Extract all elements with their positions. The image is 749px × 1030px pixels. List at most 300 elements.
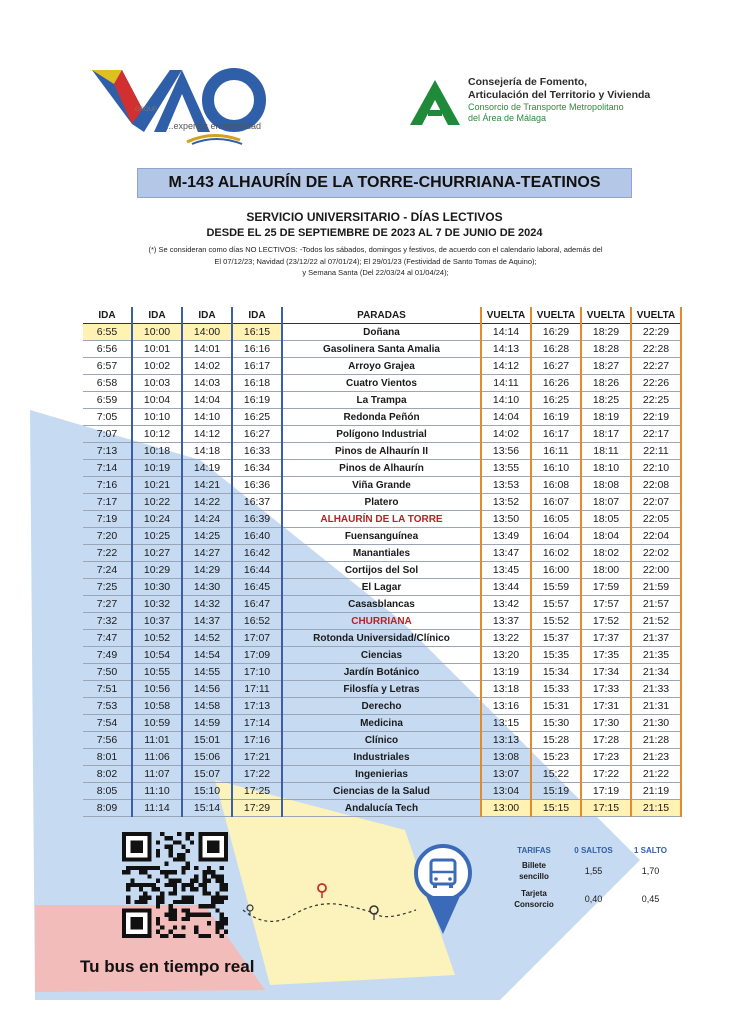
ida-time: 10:59 (132, 715, 182, 732)
stop-name: La Trampa (282, 392, 481, 409)
vuelta-time: 15:30 (531, 715, 581, 732)
ida-time: 6:59 (83, 392, 132, 409)
ida-time: 17:13 (232, 698, 282, 715)
vuelta-time: 22:27 (631, 358, 681, 375)
vuelta-time: 18:11 (581, 443, 631, 460)
stop-name: Fuensanguínea (282, 528, 481, 545)
ida-time: 10:58 (132, 698, 182, 715)
fare-value: 0,40 (584, 894, 603, 904)
stop-name: Casasblancas (282, 596, 481, 613)
stop-name: Arroyo Grajea (282, 358, 481, 375)
vuelta-time: 14:04 (481, 409, 531, 426)
vuelta-time: 18:17 (581, 426, 631, 443)
ida-time: 10:22 (132, 494, 182, 511)
schedule-row (83, 800, 681, 817)
vuelta-time: 21:33 (631, 681, 681, 698)
note-line: (*) Se consideran como días NO LECTIVOS: -Todos los sábados, domingos y festivos, de acuerdo con el calendario laboral, además del (148, 245, 603, 254)
vuelta-time: 16:17 (531, 426, 581, 443)
ida-time: 7:32 (83, 613, 132, 630)
vuelta-time: 14:10 (481, 392, 531, 409)
vuelta-time: 16:02 (531, 545, 581, 562)
route-title: M-143 ALHAURÍN DE LA TORRE-CHURRIANA-TEATINOS (137, 168, 632, 198)
ida-time: 15:14 (182, 800, 232, 817)
vuelta-time: 14:12 (481, 358, 531, 375)
vuelta-time: 21:19 (631, 783, 681, 800)
ida-time: 16:52 (232, 613, 282, 630)
ida-time: 14:25 (182, 528, 232, 545)
schedule-row (83, 494, 681, 511)
vuelta-time: 16:05 (531, 511, 581, 528)
ida-time: 15:01 (182, 732, 232, 749)
header-vuelta: VUELTA (581, 307, 631, 324)
vuelta-time: 13:49 (481, 528, 531, 545)
vuelta-time: 13:47 (481, 545, 531, 562)
qr-code-icon (122, 832, 228, 938)
schedule-row (83, 630, 681, 647)
ida-time: 16:44 (232, 562, 282, 579)
vuelta-time: 22:02 (631, 545, 681, 562)
ida-time: 16:15 (232, 324, 282, 341)
ida-time: 7:47 (83, 630, 132, 647)
schedule-row (83, 613, 681, 630)
ida-time: 14:02 (182, 358, 232, 375)
fares-table (503, 843, 679, 913)
schedule-row (83, 409, 681, 426)
ida-time: 7:50 (83, 664, 132, 681)
ida-time: 7:51 (83, 681, 132, 698)
vuelta-time: 15:15 (531, 800, 581, 817)
ida-time: 10:19 (132, 460, 182, 477)
ida-time: 10:03 (132, 375, 182, 392)
ida-time: 11:14 (132, 800, 182, 817)
schedule-row (83, 511, 681, 528)
junta-line-2: Articulación del Territorio y Vivienda (468, 89, 651, 101)
ida-time: 8:01 (83, 749, 132, 766)
vuelta-time: 13:08 (481, 749, 531, 766)
vuelta-time: 21:59 (631, 579, 681, 596)
ida-time: 16:34 (232, 460, 282, 477)
stop-name: Cuatro Vientos (282, 375, 481, 392)
ida-time: 16:40 (232, 528, 282, 545)
ida-time: 7:22 (83, 545, 132, 562)
ida-time: 16:25 (232, 409, 282, 426)
header-ida: IDA (232, 307, 282, 324)
note-line: y Semana Santa (Del 22/03/24 al 01/04/24); (302, 268, 449, 277)
stop-name: Polígono Industrial (282, 426, 481, 443)
vuelta-time: 18:04 (581, 528, 631, 545)
ida-time: 14:18 (182, 443, 232, 460)
vuelta-time: 16:27 (531, 358, 581, 375)
vuelta-time: 13:56 (481, 443, 531, 460)
ida-time: 7:14 (83, 460, 132, 477)
vuelta-time: 21:52 (631, 613, 681, 630)
fare-label-line: sencillo (519, 872, 549, 881)
header-ida: IDA (132, 307, 182, 324)
ida-time: 10:30 (132, 579, 182, 596)
ida-time: 7:27 (83, 596, 132, 613)
ida-time: 15:06 (182, 749, 232, 766)
ida-time: 17:22 (232, 766, 282, 783)
fares-header-row (503, 843, 679, 857)
header-vuelta: VUELTA (631, 307, 681, 324)
fare-row (503, 885, 679, 913)
vuelta-time: 18:28 (581, 341, 631, 358)
vuelta-time: 13:04 (481, 783, 531, 800)
stop-name: Ciencias de la Salud (282, 783, 481, 800)
vuelta-time: 22:10 (631, 460, 681, 477)
real-time-tagline: Tu bus en tiempo real (80, 957, 255, 976)
ida-time: 16:33 (232, 443, 282, 460)
schedule-row (83, 477, 681, 494)
ida-time: 10:37 (132, 613, 182, 630)
vuelta-time: 22:28 (631, 341, 681, 358)
schedule-row (83, 579, 681, 596)
schedule-row (83, 596, 681, 613)
junta-andalucia-icon (410, 80, 460, 125)
ida-time: 17:14 (232, 715, 282, 732)
header-ida: IDA (83, 307, 132, 324)
ida-time: 14:01 (182, 341, 232, 358)
stop-name: Medicina (282, 715, 481, 732)
stop-name: Manantiales (282, 545, 481, 562)
ida-time: 6:56 (83, 341, 132, 358)
vuelta-time: 14:13 (481, 341, 531, 358)
ida-time: 10:12 (132, 426, 182, 443)
vuelta-time: 21:31 (631, 698, 681, 715)
vuelta-time: 17:57 (581, 596, 631, 613)
ida-time: 11:01 (132, 732, 182, 749)
ida-time: 14:12 (182, 426, 232, 443)
ida-time: 16:45 (232, 579, 282, 596)
route-path-icon (238, 880, 420, 930)
vuelta-time: 22:17 (631, 426, 681, 443)
vuelta-time: 13:53 (481, 477, 531, 494)
ida-time: 10:10 (132, 409, 182, 426)
ida-time: 10:02 (132, 358, 182, 375)
vuelta-time: 22:11 (631, 443, 681, 460)
vuelta-time: 17:23 (581, 749, 631, 766)
fare-label (503, 857, 565, 885)
ida-time: 14:52 (182, 630, 232, 647)
schedule-row (83, 460, 681, 477)
ida-time: 7:49 (83, 647, 132, 664)
ida-time: 8:09 (83, 800, 132, 817)
vuelta-time: 16:26 (531, 375, 581, 392)
fares-header: TARIFAS (517, 845, 551, 855)
vuelta-time: 13:18 (481, 681, 531, 698)
ida-time: 16:47 (232, 596, 282, 613)
ida-time: 14:03 (182, 375, 232, 392)
vuelta-time: 13:20 (481, 647, 531, 664)
vuelta-time: 13:42 (481, 596, 531, 613)
vuelta-time: 18:29 (581, 324, 631, 341)
header-vuelta: VUELTA (531, 307, 581, 324)
ida-time: 6:58 (83, 375, 132, 392)
vuelta-time: 15:59 (531, 579, 581, 596)
vuelta-time: 15:28 (531, 732, 581, 749)
route-pin-icon (247, 905, 253, 916)
vuelta-time: 21:57 (631, 596, 681, 613)
schedule-row (83, 443, 681, 460)
schedule-row (83, 392, 681, 409)
non-school-days-note (108, 244, 643, 279)
fare-row (503, 857, 679, 885)
vuelta-time: 13:52 (481, 494, 531, 511)
vuelta-time: 22:25 (631, 392, 681, 409)
stop-name: Pinos de Alhaurín II (282, 443, 481, 460)
ida-time: 16:18 (232, 375, 282, 392)
stop-name: CHURRIANA (282, 613, 481, 630)
ida-time: 17:25 (232, 783, 282, 800)
vuelta-time: 21:22 (631, 766, 681, 783)
vuelta-time: 17:33 (581, 681, 631, 698)
fares-header: 1 SALTO (633, 845, 668, 855)
schedule-table (83, 307, 682, 817)
ida-time: 10:25 (132, 528, 182, 545)
vuelta-time: 18:07 (581, 494, 631, 511)
ida-time: 14:55 (182, 664, 232, 681)
ida-time: 17:29 (232, 800, 282, 817)
vuelta-time: 16:10 (531, 460, 581, 477)
vuelta-time: 13:45 (481, 562, 531, 579)
vuelta-time: 18:00 (581, 562, 631, 579)
junta-line-1: Consejería de Fomento, (468, 76, 588, 88)
ida-time: 6:57 (83, 358, 132, 375)
stop-name: Derecho (282, 698, 481, 715)
vuelta-time: 15:33 (531, 681, 581, 698)
avo-logo-icon (92, 62, 267, 147)
ida-time: 16:37 (232, 494, 282, 511)
ida-time: 10:29 (132, 562, 182, 579)
stop-name: El Lagar (282, 579, 481, 596)
vuelta-time: 21:30 (631, 715, 681, 732)
ida-time: 15:10 (182, 783, 232, 800)
stop-name: Pinos de Alhaurín (282, 460, 481, 477)
stop-name: Andalucía Tech (282, 800, 481, 817)
ida-time: 7:54 (83, 715, 132, 732)
stop-name: ALHAURÍN DE LA TORRE (282, 511, 481, 528)
ida-time: 14:30 (182, 579, 232, 596)
ida-time: 10:32 (132, 596, 182, 613)
ida-time: 16:19 (232, 392, 282, 409)
stop-name: Filosfía y Letras (282, 681, 481, 698)
vuelta-time: 21:28 (631, 732, 681, 749)
fares-header: 0 SALTOS (574, 845, 613, 855)
vuelta-time: 17:31 (581, 698, 631, 715)
vuelta-time: 18:27 (581, 358, 631, 375)
vuelta-time: 13:50 (481, 511, 531, 528)
vuelta-time: 15:35 (531, 647, 581, 664)
ida-time: 7:13 (83, 443, 132, 460)
ida-time: 14:59 (182, 715, 232, 732)
vuelta-time: 17:28 (581, 732, 631, 749)
ida-time: 11:07 (132, 766, 182, 783)
vuelta-time: 15:19 (531, 783, 581, 800)
ida-time: 10:00 (132, 324, 182, 341)
ida-time: 10:52 (132, 630, 182, 647)
ida-time: 10:18 (132, 443, 182, 460)
header-paradas: PARADAS (282, 307, 481, 324)
ida-time: 7:53 (83, 698, 132, 715)
schedule-row (83, 715, 681, 732)
stop-name: Viña Grande (282, 477, 481, 494)
schedule-row (83, 749, 681, 766)
vuelta-time: 17:37 (581, 630, 631, 647)
vuelta-time: 15:52 (531, 613, 581, 630)
vuelta-time: 18:26 (581, 375, 631, 392)
vuelta-time: 18:02 (581, 545, 631, 562)
vuelta-time: 13:44 (481, 579, 531, 596)
ida-time: 17:11 (232, 681, 282, 698)
fare-value: 0,45 (641, 894, 660, 904)
vuelta-time: 22:05 (631, 511, 681, 528)
ida-time: 6:55 (83, 324, 132, 341)
schedule-row (83, 341, 681, 358)
vuelta-time: 13:55 (481, 460, 531, 477)
vuelta-time: 17:15 (581, 800, 631, 817)
schedule-row (83, 732, 681, 749)
stop-name: Clínico (282, 732, 481, 749)
vuelta-time: 21:34 (631, 664, 681, 681)
ida-time: 14:19 (182, 460, 232, 477)
vuelta-time: 15:23 (531, 749, 581, 766)
ida-time: 14:10 (182, 409, 232, 426)
ida-time: 7:17 (83, 494, 132, 511)
ida-time: 10:24 (132, 511, 182, 528)
ida-time: 7:56 (83, 732, 132, 749)
ida-time: 14:58 (182, 698, 232, 715)
vuelta-time: 14:02 (481, 426, 531, 443)
ida-time: 17:16 (232, 732, 282, 749)
ida-time: 10:27 (132, 545, 182, 562)
ida-time: 14:32 (182, 596, 232, 613)
schedule-body (83, 324, 681, 817)
vuelta-time: 18:19 (581, 409, 631, 426)
vuelta-time: 22:08 (631, 477, 681, 494)
fare-value: 1,55 (584, 866, 603, 876)
header-ida: IDA (182, 307, 232, 324)
vuelta-time: 21:23 (631, 749, 681, 766)
vuelta-time: 17:35 (581, 647, 631, 664)
ida-time: 10:21 (132, 477, 182, 494)
vuelta-time: 13:19 (481, 664, 531, 681)
vuelta-time: 16:19 (531, 409, 581, 426)
ida-time: 7:07 (83, 426, 132, 443)
stop-name: Ciencias (282, 647, 481, 664)
ida-time: 17:09 (232, 647, 282, 664)
ida-time: 14:27 (182, 545, 232, 562)
ida-time: 17:21 (232, 749, 282, 766)
validity-dates: DESDE EL 25 DE SEPTIEMBRE DE 2023 AL 7 DE JUNIO DE 2024 (206, 227, 543, 239)
fare-value: 1,70 (641, 866, 660, 876)
avo-group-label: GROUP (135, 107, 158, 113)
ida-time: 7:25 (83, 579, 132, 596)
stop-name: Platero (282, 494, 481, 511)
vuelta-time: 13:00 (481, 800, 531, 817)
ida-time: 16:27 (232, 426, 282, 443)
fare-label (503, 885, 565, 913)
ida-time: 7:05 (83, 409, 132, 426)
junta-line-4: del Área de Málaga (468, 113, 547, 123)
ida-time: 10:54 (132, 647, 182, 664)
stop-name: Ingenierias (282, 766, 481, 783)
vuelta-time: 22:26 (631, 375, 681, 392)
ida-time: 8:05 (83, 783, 132, 800)
vuelta-time: 16:25 (531, 392, 581, 409)
vuelta-time: 17:34 (581, 664, 631, 681)
vuelta-time: 14:14 (481, 324, 531, 341)
avo-tagline: ...expertos en movilidad (166, 121, 262, 131)
vuelta-time: 16:07 (531, 494, 581, 511)
vuelta-time: 17:30 (581, 715, 631, 732)
vuelta-time: 13:13 (481, 732, 531, 749)
schedule-row (83, 664, 681, 681)
ida-time: 7:16 (83, 477, 132, 494)
vuelta-time: 15:57 (531, 596, 581, 613)
vuelta-time: 14:11 (481, 375, 531, 392)
ida-time: 17:10 (232, 664, 282, 681)
stop-name: Rotonda Universidad/Clínico (282, 630, 481, 647)
ida-time: 14:04 (182, 392, 232, 409)
vuelta-time: 15:22 (531, 766, 581, 783)
ida-time: 14:22 (182, 494, 232, 511)
schedule-row (83, 375, 681, 392)
ida-time: 14:54 (182, 647, 232, 664)
route-pin-icon (318, 884, 326, 898)
vuelta-time: 16:11 (531, 443, 581, 460)
ida-time: 14:24 (182, 511, 232, 528)
ida-time: 14:29 (182, 562, 232, 579)
vuelta-time: 16:28 (531, 341, 581, 358)
ida-time: 16:36 (232, 477, 282, 494)
vuelta-time: 16:08 (531, 477, 581, 494)
ida-time: 7:20 (83, 528, 132, 545)
ida-time: 14:00 (182, 324, 232, 341)
ida-time: 10:56 (132, 681, 182, 698)
header-vuelta: VUELTA (481, 307, 531, 324)
fare-label-line: Billete (521, 861, 546, 870)
vuelta-time: 22:19 (631, 409, 681, 426)
note-line: El 07/12/23; Navidad (23/12/22 al 07/01/24); El 29/01/23 (Festividad de Santo Tomas de Aquino); (214, 256, 537, 266)
vuelta-time: 16:04 (531, 528, 581, 545)
service-subtitle: SERVICIO UNIVERSITARIO - DÍAS LECTIVOS (246, 210, 503, 224)
stop-name: Gasolinera Santa Amalia (282, 341, 481, 358)
schedule-row (83, 783, 681, 800)
vuelta-time: 13:07 (481, 766, 531, 783)
vuelta-time: 17:52 (581, 613, 631, 630)
stop-name: Jardín Botánico (282, 664, 481, 681)
vuelta-time: 13:16 (481, 698, 531, 715)
vuelta-time: 13:37 (481, 613, 531, 630)
ida-time: 7:24 (83, 562, 132, 579)
vuelta-time: 22:04 (631, 528, 681, 545)
stop-name: Redonda Peñón (282, 409, 481, 426)
ida-time: 14:37 (182, 613, 232, 630)
schedule-row (83, 681, 681, 698)
fare-label-line: Consorcio (514, 900, 554, 909)
vuelta-time: 15:34 (531, 664, 581, 681)
ida-time: 14:21 (182, 477, 232, 494)
schedule-row (83, 358, 681, 375)
vuelta-time: 18:25 (581, 392, 631, 409)
schedule-row (83, 698, 681, 715)
vuelta-time: 21:15 (631, 800, 681, 817)
vuelta-time: 17:22 (581, 766, 631, 783)
bus-location-icon (412, 842, 474, 942)
schedule-row (83, 426, 681, 443)
schedule-row (83, 545, 681, 562)
vuelta-time: 18:08 (581, 477, 631, 494)
